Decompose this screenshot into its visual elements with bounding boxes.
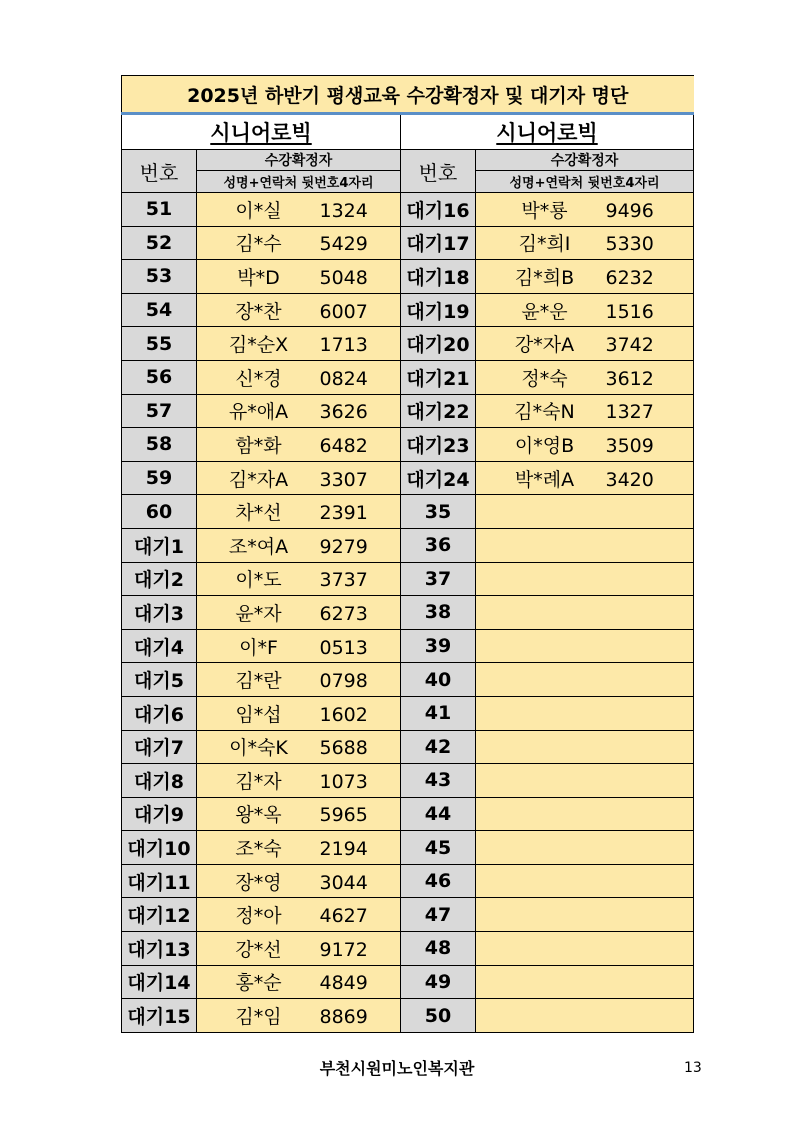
table-row bbox=[122, 461, 694, 495]
right-row-entry bbox=[476, 394, 694, 428]
left-row-number: 대기3 bbox=[122, 596, 197, 630]
table-row bbox=[122, 528, 694, 562]
table-row bbox=[122, 999, 694, 1033]
phone-last-four: 1073 bbox=[319, 770, 368, 793]
participant-name: 이*영B bbox=[514, 434, 575, 457]
table-row bbox=[122, 562, 694, 596]
participant-name: 신*경 bbox=[235, 367, 282, 390]
phone-last-four: 3737 bbox=[319, 569, 368, 592]
right-row-number: 대기22 bbox=[401, 394, 476, 428]
table-row bbox=[122, 898, 694, 932]
right-row-number: 42 bbox=[401, 730, 476, 764]
right-row-number: 44 bbox=[401, 797, 476, 831]
left-row-number: 대기4 bbox=[122, 629, 197, 663]
left-row-entry bbox=[197, 999, 401, 1033]
right-row-number: 49 bbox=[401, 965, 476, 999]
phone-last-four: 2391 bbox=[319, 502, 368, 525]
phone-last-four: 3742 bbox=[605, 334, 654, 357]
left-row-number: 대기12 bbox=[122, 898, 197, 932]
left-row-entry bbox=[197, 864, 401, 898]
phone-last-four: 9496 bbox=[605, 199, 654, 222]
right-row-number: 47 bbox=[401, 898, 476, 932]
participant-name: 장*찬 bbox=[235, 300, 282, 323]
enrollment-table bbox=[121, 75, 694, 1033]
participant-name: 김*희B bbox=[514, 266, 575, 289]
participant-name: 박*룡 bbox=[521, 199, 568, 222]
right-row-entry bbox=[476, 831, 694, 865]
right-row-entry bbox=[476, 629, 694, 663]
right-row-entry bbox=[476, 495, 694, 529]
phone-last-four: 0798 bbox=[319, 670, 368, 693]
right-row-entry bbox=[476, 596, 694, 630]
right-number-header: 번호 bbox=[401, 150, 476, 193]
right-row-number: 45 bbox=[401, 831, 476, 865]
participant-name: 김*숙N bbox=[514, 401, 575, 424]
phone-last-four: 0824 bbox=[319, 367, 368, 390]
participant-name: 이*숙K bbox=[229, 737, 288, 760]
footer-organization: 부천시원미노인복지관 bbox=[319, 1059, 475, 1078]
participant-name: 홍*순 bbox=[235, 972, 282, 995]
left-row-entry bbox=[197, 797, 401, 831]
participant-name: 장*영 bbox=[235, 871, 282, 894]
participant-name: 이*실 bbox=[235, 199, 282, 222]
table-row bbox=[122, 663, 694, 697]
left-row-number: 대기11 bbox=[122, 864, 197, 898]
phone-last-four: 1602 bbox=[319, 703, 368, 726]
participant-name: 차*선 bbox=[235, 502, 282, 525]
right-row-number: 41 bbox=[401, 696, 476, 730]
left-row-number: 대기13 bbox=[122, 932, 197, 966]
phone-last-four: 9279 bbox=[319, 535, 368, 558]
phone-last-four: 5429 bbox=[319, 233, 368, 256]
phone-last-four: 8869 bbox=[319, 1006, 368, 1029]
right-row-number: 대기17 bbox=[401, 226, 476, 260]
left-row-entry bbox=[197, 394, 401, 428]
left-row-number: 대기1 bbox=[122, 528, 197, 562]
left-row-number: 대기7 bbox=[122, 730, 197, 764]
phone-last-four: 1327 bbox=[605, 401, 654, 424]
left-row-entry bbox=[197, 495, 401, 529]
left-row-entry bbox=[197, 327, 401, 361]
participant-name: 강*자A bbox=[514, 334, 575, 357]
table-row bbox=[122, 764, 694, 798]
participant-name: 김*순X bbox=[228, 334, 289, 357]
left-row-entry bbox=[197, 965, 401, 999]
table-row bbox=[122, 596, 694, 630]
right-row-entry bbox=[476, 932, 694, 966]
right-row-entry bbox=[476, 764, 694, 798]
participant-name: 윤*자 bbox=[235, 602, 282, 625]
participant-name: 임*섭 bbox=[235, 703, 282, 726]
phone-last-four: 3307 bbox=[319, 468, 368, 491]
left-row-entry bbox=[197, 764, 401, 798]
phone-last-four: 5330 bbox=[605, 233, 654, 256]
left-row-entry bbox=[197, 831, 401, 865]
right-row-number: 35 bbox=[401, 495, 476, 529]
phone-last-four: 1516 bbox=[605, 300, 654, 323]
table-row bbox=[122, 260, 694, 294]
phone-last-four: 4849 bbox=[319, 972, 368, 995]
left-row-number: 51 bbox=[122, 193, 197, 227]
right-row-number: 대기20 bbox=[401, 327, 476, 361]
right-row-number: 36 bbox=[401, 528, 476, 562]
left-row-number: 대기14 bbox=[122, 965, 197, 999]
left-row-entry bbox=[197, 629, 401, 663]
participant-name: 유*애A bbox=[228, 401, 289, 424]
table-row bbox=[122, 629, 694, 663]
participant-name: 이*도 bbox=[235, 569, 282, 592]
right-row-entry bbox=[476, 864, 694, 898]
phone-last-four: 6007 bbox=[319, 300, 368, 323]
right-row-entry bbox=[476, 260, 694, 294]
participant-name: 윤*운 bbox=[521, 300, 568, 323]
phone-last-four: 6232 bbox=[605, 266, 654, 289]
right-row-entry bbox=[476, 461, 694, 495]
left-row-entry bbox=[197, 193, 401, 227]
left-row-entry bbox=[197, 898, 401, 932]
participant-name: 박*D bbox=[237, 266, 280, 289]
left-row-number: 60 bbox=[122, 495, 197, 529]
left-row-entry bbox=[197, 428, 401, 462]
phone-last-four: 5048 bbox=[319, 266, 368, 289]
left-program-name: 시니어로빅 bbox=[122, 114, 401, 150]
document-title: 2025년 하반기 평생교육 수강확정자 및 대기자 명단 bbox=[122, 76, 694, 114]
right-row-number: 38 bbox=[401, 596, 476, 630]
phone-last-four: 5965 bbox=[319, 804, 368, 827]
table-row bbox=[122, 226, 694, 260]
phone-last-four: 1324 bbox=[319, 199, 368, 222]
phone-last-four: 3626 bbox=[319, 401, 368, 424]
phone-last-four: 3420 bbox=[605, 468, 654, 491]
right-row-entry bbox=[476, 797, 694, 831]
left-row-number: 대기6 bbox=[122, 696, 197, 730]
participant-name: 김*자 bbox=[235, 770, 282, 793]
left-row-entry bbox=[197, 461, 401, 495]
participant-name: 강*선 bbox=[235, 938, 282, 961]
left-row-entry bbox=[197, 663, 401, 697]
left-row-entry bbox=[197, 696, 401, 730]
left-row-entry bbox=[197, 932, 401, 966]
right-row-number: 43 bbox=[401, 764, 476, 798]
left-row-number: 54 bbox=[122, 293, 197, 327]
participant-name: 박*례A bbox=[514, 468, 575, 491]
left-row-number: 대기5 bbox=[122, 663, 197, 697]
phone-last-four: 4627 bbox=[319, 905, 368, 928]
right-row-entry bbox=[476, 663, 694, 697]
left-row-entry bbox=[197, 730, 401, 764]
phone-last-four: 3044 bbox=[319, 871, 368, 894]
right-row-number: 46 bbox=[401, 864, 476, 898]
left-row-number: 대기15 bbox=[122, 999, 197, 1033]
left-row-entry bbox=[197, 360, 401, 394]
right-row-number: 39 bbox=[401, 629, 476, 663]
right-row-number: 대기23 bbox=[401, 428, 476, 462]
left-row-number: 57 bbox=[122, 394, 197, 428]
table-row bbox=[122, 394, 694, 428]
participant-name: 김*자A bbox=[228, 468, 289, 491]
table-row bbox=[122, 864, 694, 898]
table-row bbox=[122, 327, 694, 361]
right-row-number: 대기18 bbox=[401, 260, 476, 294]
participant-name: 김*수 bbox=[235, 233, 282, 256]
left-row-entry bbox=[197, 293, 401, 327]
participant-name: 정*숙 bbox=[521, 367, 568, 390]
table-row bbox=[122, 965, 694, 999]
participant-name: 김*희I bbox=[518, 233, 571, 256]
left-row-number: 52 bbox=[122, 226, 197, 260]
table-row bbox=[122, 730, 694, 764]
right-row-entry bbox=[476, 898, 694, 932]
left-row-entry bbox=[197, 528, 401, 562]
table-row bbox=[122, 831, 694, 865]
table-row bbox=[122, 797, 694, 831]
participant-name: 조*숙 bbox=[235, 838, 282, 861]
right-row-entry bbox=[476, 293, 694, 327]
left-sub-header: 성명+연락처 뒷번호4자리 bbox=[197, 171, 401, 193]
right-row-entry bbox=[476, 360, 694, 394]
right-row-number: 대기21 bbox=[401, 360, 476, 394]
left-row-number: 59 bbox=[122, 461, 197, 495]
left-group-header: 수강확정자 bbox=[197, 150, 401, 171]
phone-last-four: 1713 bbox=[319, 334, 368, 357]
left-row-number: 대기10 bbox=[122, 831, 197, 865]
right-row-entry bbox=[476, 999, 694, 1033]
left-row-number: 53 bbox=[122, 260, 197, 294]
right-row-number: 48 bbox=[401, 932, 476, 966]
right-row-entry bbox=[476, 965, 694, 999]
right-row-entry bbox=[476, 193, 694, 227]
right-row-entry bbox=[476, 428, 694, 462]
right-row-number: 대기16 bbox=[401, 193, 476, 227]
table-row bbox=[122, 428, 694, 462]
phone-last-four: 5688 bbox=[319, 737, 368, 760]
table-row bbox=[122, 932, 694, 966]
table-row bbox=[122, 193, 694, 227]
participant-name: 김*임 bbox=[235, 1006, 282, 1029]
right-row-number: 대기19 bbox=[401, 293, 476, 327]
table-row bbox=[122, 696, 694, 730]
participant-name: 함*화 bbox=[235, 434, 282, 457]
right-row-entry bbox=[476, 226, 694, 260]
right-row-entry bbox=[476, 730, 694, 764]
participant-name: 조*여A bbox=[228, 535, 289, 558]
left-row-number: 대기2 bbox=[122, 562, 197, 596]
participant-name: 왕*옥 bbox=[235, 804, 282, 827]
right-program-name: 시니어로빅 bbox=[401, 114, 694, 150]
right-sub-header: 성명+연락처 뒷번호4자리 bbox=[476, 171, 694, 193]
participant-name: 이*F bbox=[239, 636, 278, 659]
phone-last-four: 0513 bbox=[319, 636, 368, 659]
left-row-number: 55 bbox=[122, 327, 197, 361]
right-row-number: 40 bbox=[401, 663, 476, 697]
left-row-number: 대기8 bbox=[122, 764, 197, 798]
right-row-entry bbox=[476, 528, 694, 562]
right-row-entry bbox=[476, 696, 694, 730]
left-row-number: 56 bbox=[122, 360, 197, 394]
left-number-header: 번호 bbox=[122, 150, 197, 193]
left-row-number: 대기9 bbox=[122, 797, 197, 831]
left-row-entry bbox=[197, 596, 401, 630]
right-row-entry bbox=[476, 327, 694, 361]
phone-last-four: 9172 bbox=[319, 938, 368, 961]
right-row-number: 50 bbox=[401, 999, 476, 1033]
left-row-entry bbox=[197, 226, 401, 260]
right-row-number: 대기24 bbox=[401, 461, 476, 495]
phone-last-four: 3612 bbox=[605, 367, 654, 390]
right-row-number: 37 bbox=[401, 562, 476, 596]
left-row-number: 58 bbox=[122, 428, 197, 462]
phone-last-four: 2194 bbox=[319, 838, 368, 861]
right-group-header: 수강확정자 bbox=[476, 150, 694, 171]
phone-last-four: 6273 bbox=[319, 602, 368, 625]
table-row bbox=[122, 360, 694, 394]
phone-last-four: 6482 bbox=[319, 434, 368, 457]
page-number: 13 bbox=[684, 1060, 702, 1076]
participant-name: 정*아 bbox=[235, 905, 282, 928]
left-row-entry bbox=[197, 260, 401, 294]
phone-last-four: 3509 bbox=[605, 434, 654, 457]
table-row bbox=[122, 293, 694, 327]
table-row bbox=[122, 495, 694, 529]
participant-name: 김*란 bbox=[235, 670, 282, 693]
left-row-entry bbox=[197, 562, 401, 596]
right-row-entry bbox=[476, 562, 694, 596]
